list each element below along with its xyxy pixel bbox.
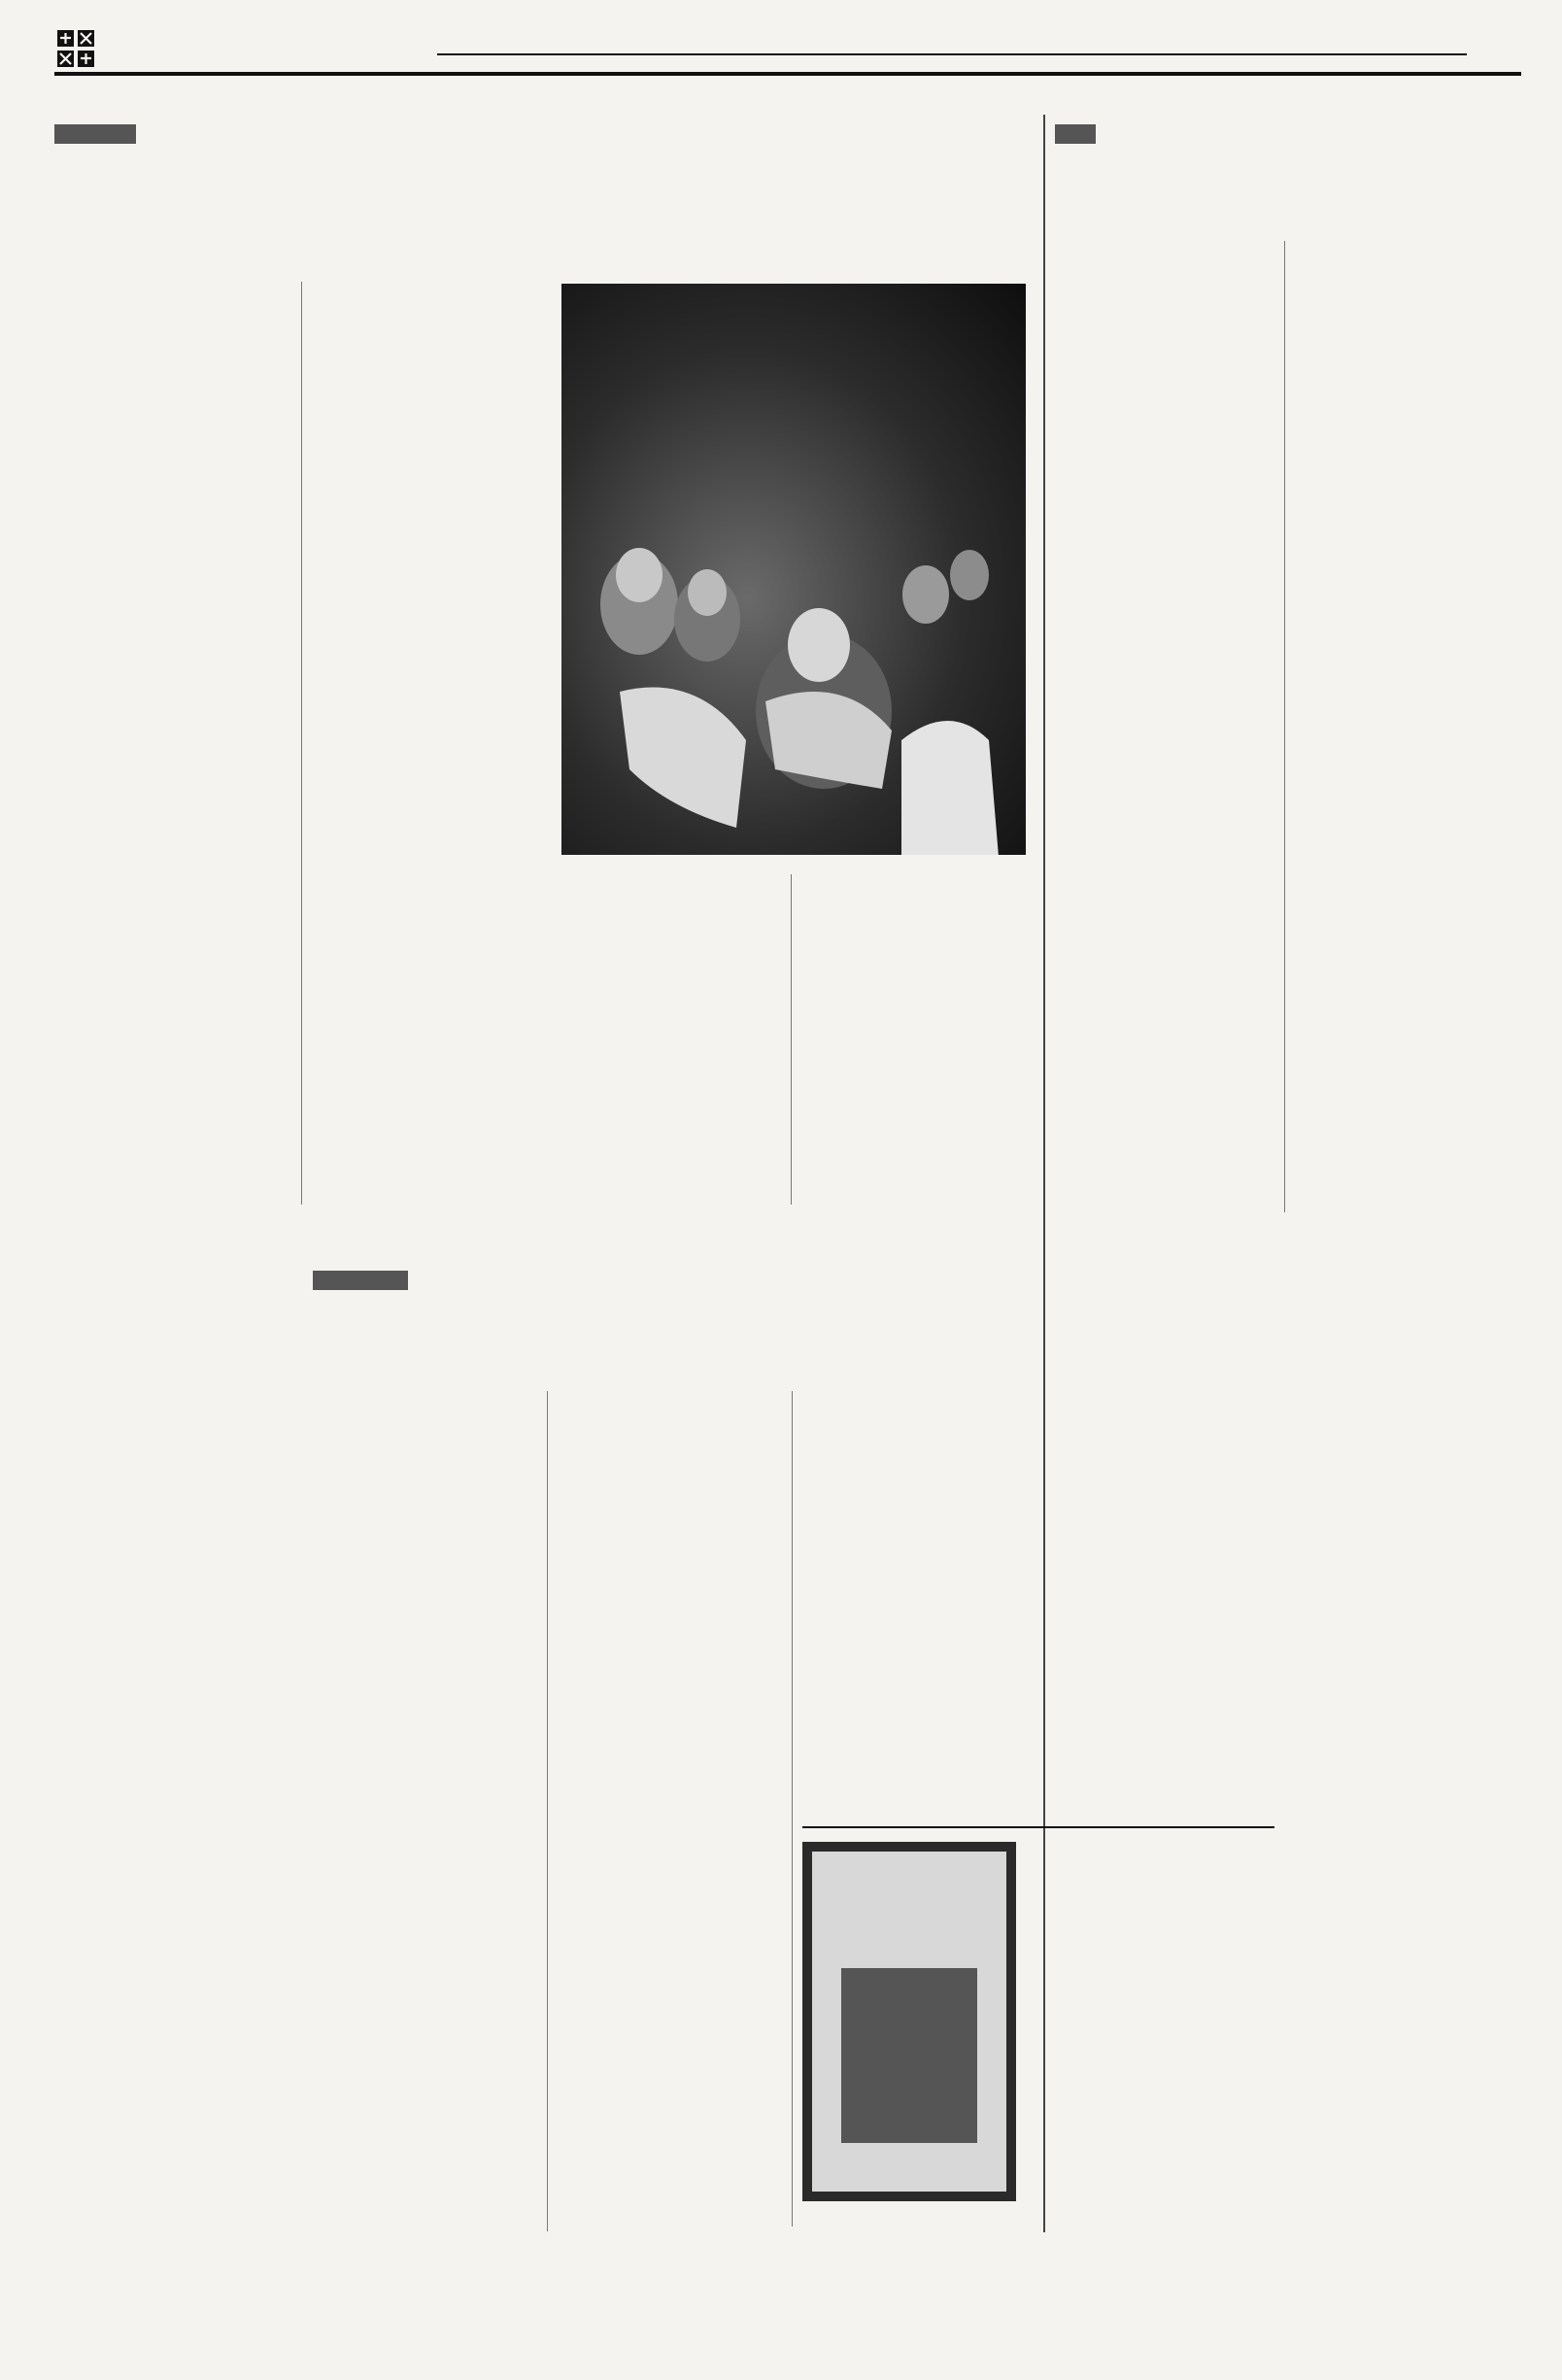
article3-column-4 [1055,1391,1274,1955]
kicker-bar [1055,124,1096,144]
article3-column-1 [313,1391,536,2236]
article1-photo [561,284,1026,855]
section-logo-icon [56,29,95,68]
article1-column-3 [561,874,777,1209]
book-cover-inner [812,1852,1006,2192]
book-cover-illustration [841,1968,977,2143]
box-rule [802,1826,1274,1828]
column-rule [547,1391,548,2231]
header-rule [437,53,1467,55]
photo-scene-image [561,284,1026,855]
article2-column-1 [1055,241,1274,1212]
column-rule [301,282,302,1205]
article3-column-2 [558,1391,781,2236]
article2-column-2 [1296,241,1531,2184]
article1-column-4 [802,874,1026,1185]
article-separator [1043,115,1045,2232]
column-rule [792,1391,793,2227]
article3-column-3 [802,1391,1014,1819]
kicker-bar [313,1271,408,1290]
header-rule [54,72,1521,76]
column-rule [1284,241,1285,1212]
kicker-bar [54,124,136,144]
previous-page-strip [0,0,45,2380]
article1-column-1 [72,282,289,2001]
column-rule [791,874,792,1205]
article1-column-2 [313,282,538,1209]
book-cover [802,1842,1016,2201]
